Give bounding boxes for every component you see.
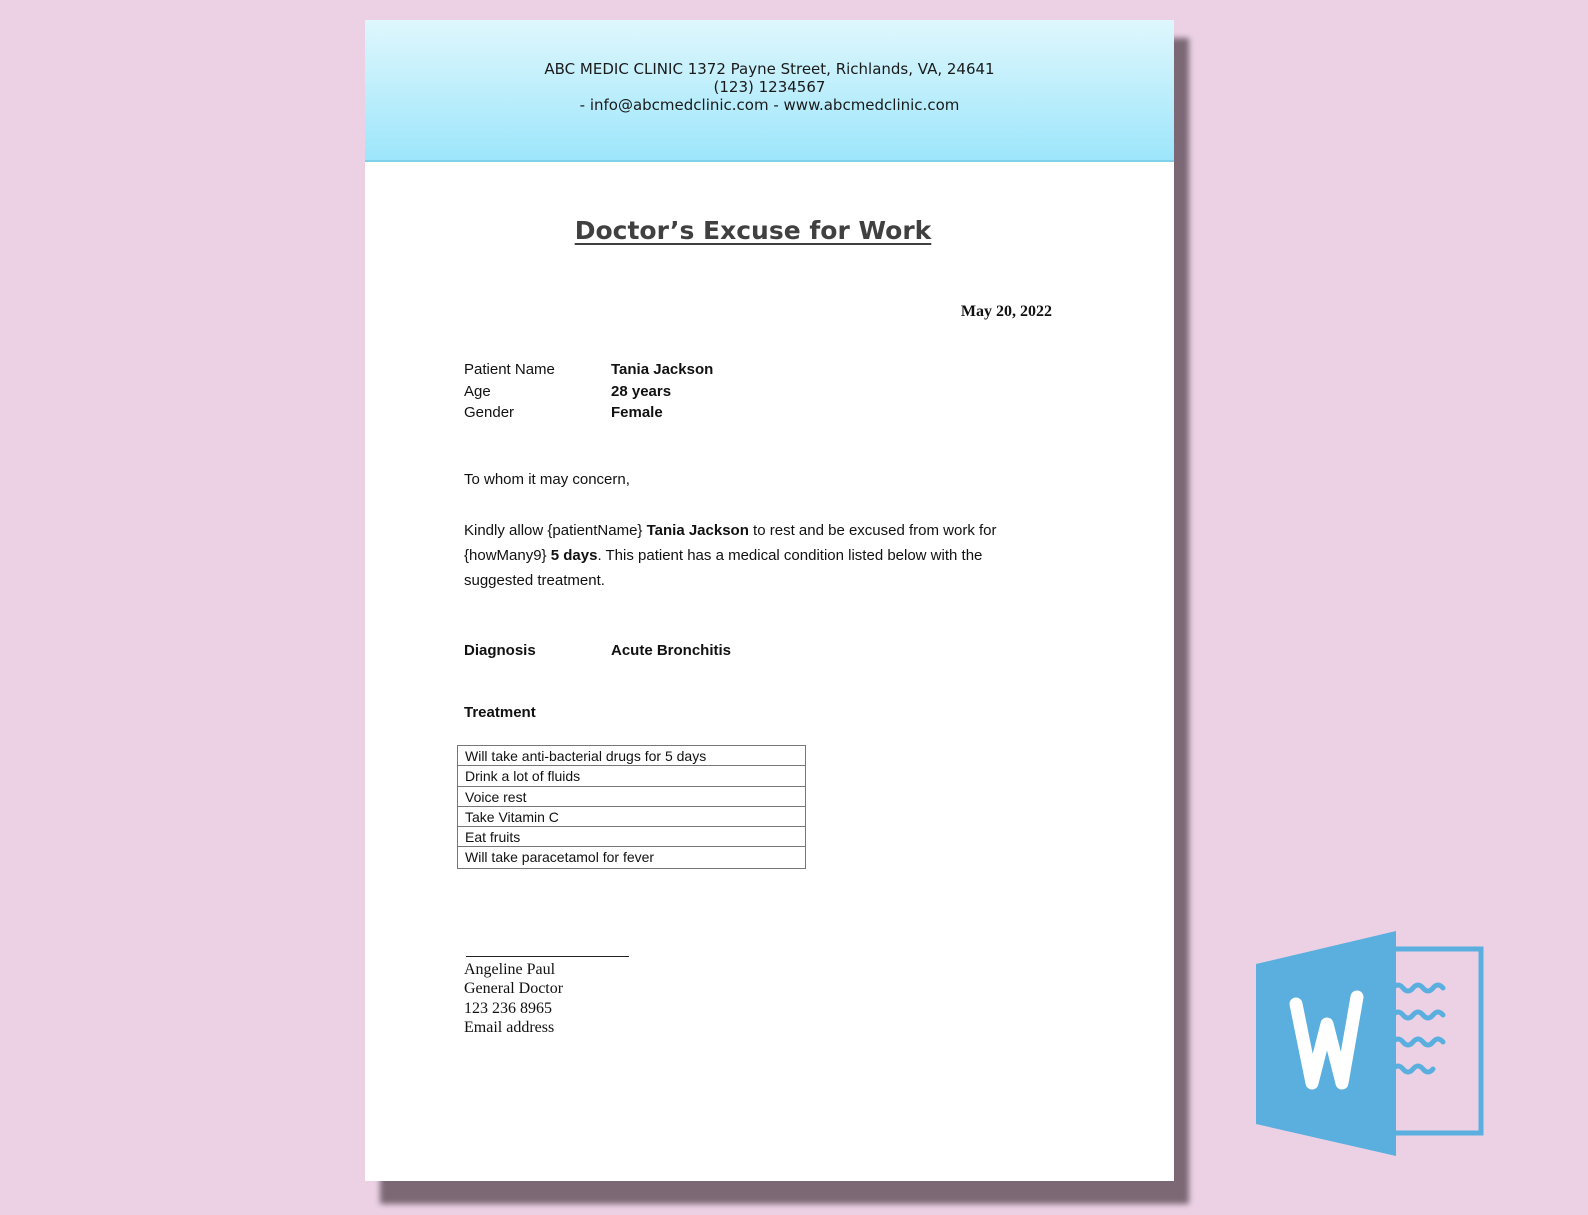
treatment-item: Eat fruits bbox=[458, 827, 805, 847]
signature-line bbox=[466, 956, 629, 957]
letter-body-part1: Kindly allow {patientName} bbox=[464, 522, 647, 539]
signature-phone: 123 236 8965 bbox=[464, 999, 552, 1017]
patient-gender-label: Gender bbox=[464, 404, 515, 422]
patient-gender-row bbox=[464, 402, 713, 424]
letter-body-patient-name: Tania Jackson bbox=[646, 522, 749, 539]
diagnosis-value: Acute Bronchitis bbox=[611, 642, 732, 659]
diagnosis-label: Diagnosis bbox=[464, 642, 536, 659]
treatment-item: Take Vitamin C bbox=[458, 807, 805, 827]
clinic-contact: - info@abcmedclinic.com - www.abcmedclinic.com bbox=[579, 96, 960, 114]
treatment-item: Voice rest bbox=[458, 787, 805, 807]
signature-name: Angeline Paul bbox=[464, 961, 556, 978]
treatment-title: Treatment bbox=[464, 704, 536, 721]
patient-gender-value: Female bbox=[611, 404, 663, 422]
diagnosis-row bbox=[464, 642, 731, 659]
letter-body-part3: . This patient has a medical condition listed below with the suggested treatment. bbox=[464, 547, 983, 589]
patient-name-value: Tania Jackson bbox=[611, 361, 714, 378]
patient-name-label: Patient Name bbox=[464, 361, 555, 378]
patient-info bbox=[464, 359, 713, 424]
treatment-item: Will take paracetamol for fever bbox=[465, 849, 655, 866]
letter-greeting: To whom it may concern, bbox=[464, 471, 630, 488]
treatment-item: Drink a lot of fluids bbox=[458, 766, 805, 786]
signature-role: General Doctor bbox=[464, 980, 564, 998]
signature-block bbox=[464, 956, 629, 1037]
clinic-phone: (123) 1234567 bbox=[713, 78, 826, 96]
letterhead bbox=[365, 20, 1174, 162]
letter-body bbox=[464, 518, 1054, 593]
treatment-item: Will take anti-bacterial drugs for 5 days bbox=[458, 746, 805, 766]
patient-name-row bbox=[464, 359, 713, 381]
patient-age-label: Age bbox=[464, 382, 491, 400]
word-document-logo-icon bbox=[1256, 931, 1486, 1156]
signature-email: Email address bbox=[464, 1018, 555, 1036]
letter-body-days: 5 days bbox=[550, 547, 598, 564]
patient-age-row bbox=[464, 381, 713, 403]
treatment-table bbox=[457, 745, 806, 869]
clinic-address: ABC MEDIC CLINIC 1372 Payne Street, Richlands, VA, 24641 bbox=[544, 60, 995, 78]
letter-body-part2: to rest and be excused from work for {howMany9} bbox=[464, 522, 997, 564]
letterhead-text bbox=[365, 60, 1174, 114]
patient-age-value: 28 years bbox=[611, 382, 672, 400]
document-page bbox=[365, 20, 1174, 1181]
document-title: Doctor’s Excuse for Work bbox=[574, 216, 932, 245]
document-date: May 20, 2022 bbox=[960, 303, 1052, 320]
